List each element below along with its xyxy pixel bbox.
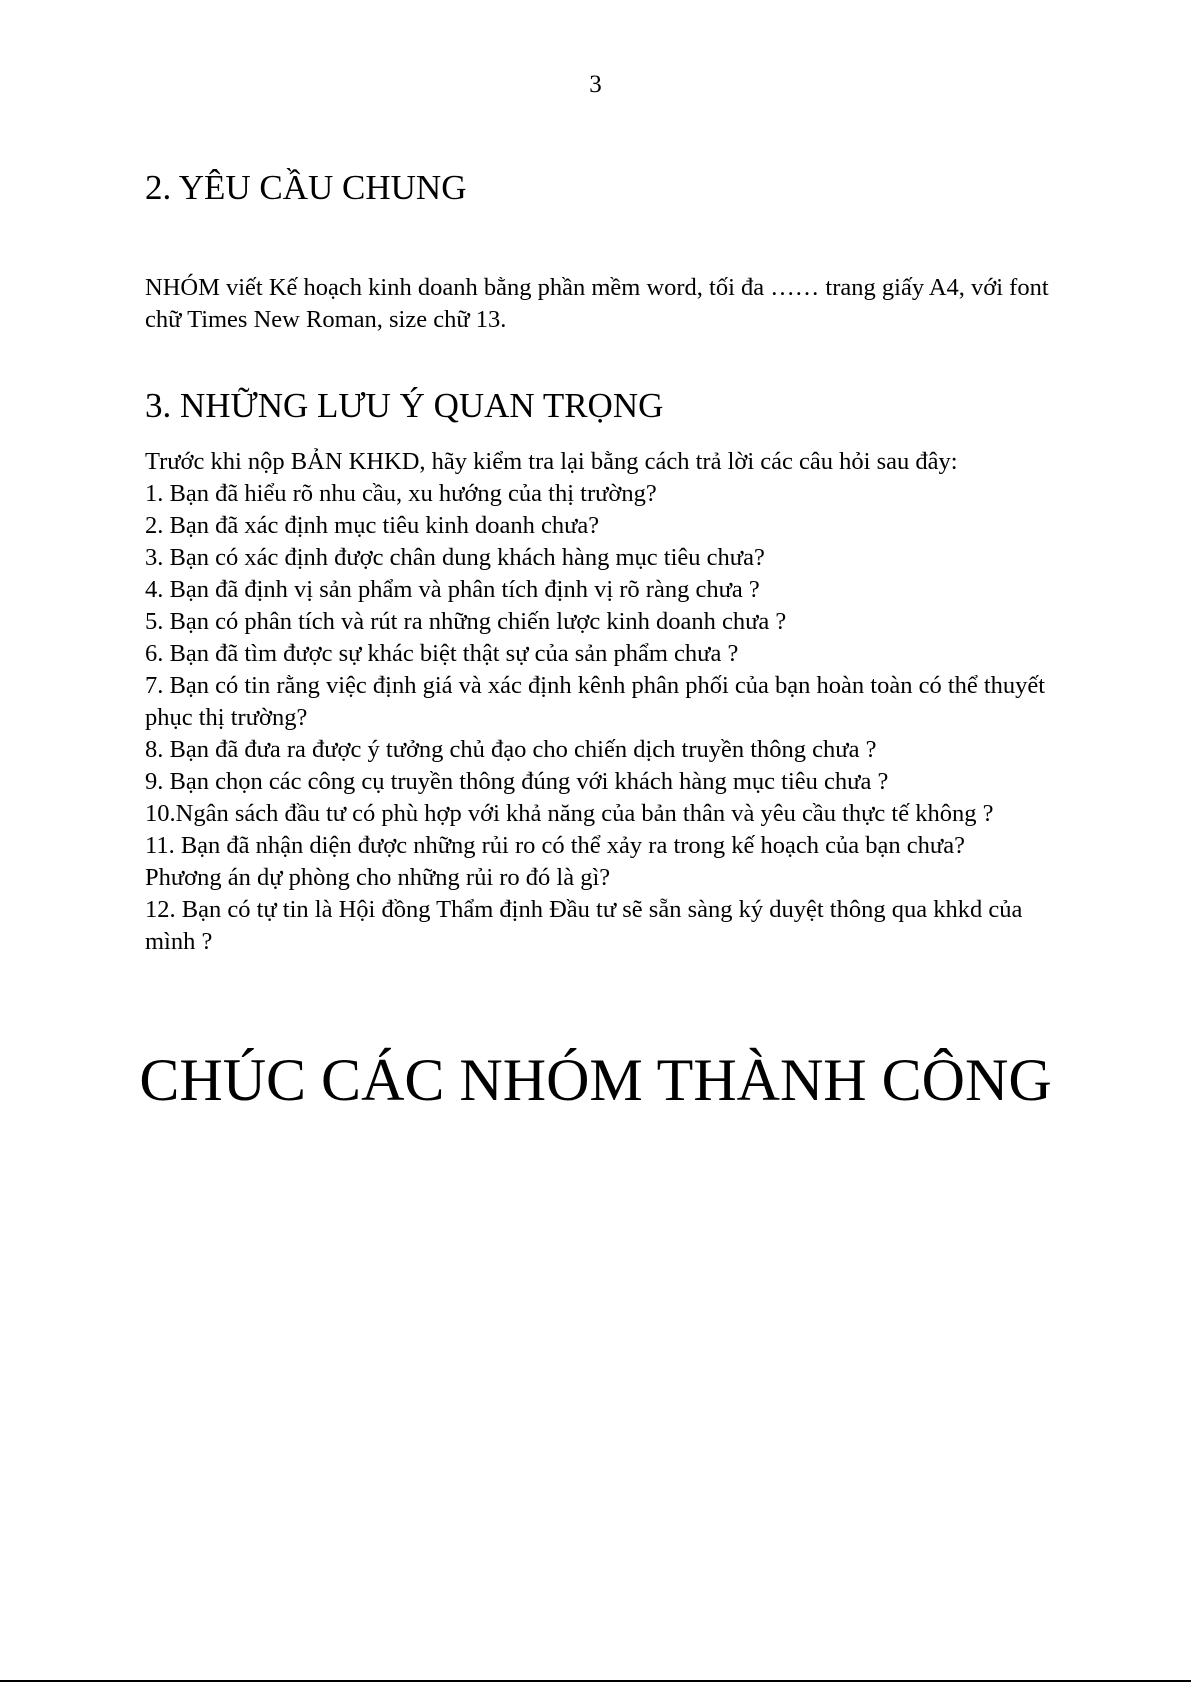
section-3-intro: Trước khi nộp BẢN KHKD, hãy kiểm tra lại bằng cách trả lời các câu hỏi sau đây: [145,448,958,475]
page-number: 3 [589,71,602,98]
question-item: 8. Bạn đã đưa ra được ý tưởng chủ đạo cho chiến dịch truyền thông chưa ? [145,736,877,763]
section-2-heading: 2. YÊU CẦU CHUNG [145,168,467,207]
question-item: 10.Ngân sách đầu tư có phù hợp với khả năng của bản thân và yêu cầu thực tế không ? [145,800,994,827]
question-item: 3. Bạn có xác định được chân dung khách hàng mục tiêu chưa? [145,544,765,571]
question-item: 11. Bạn đã nhận diện được những rủi ro có thể xảy ra trong kế hoạch của bạn chưa? Phương án dự phòng cho những rủi ro đó là gì? [145,832,965,891]
question-item: 12. Bạn có tự tin là Hội đồng Thẩm định Đầu tư sẽ sẵn sàng ký duyệt thông qua khkd của mình ? [145,896,1029,955]
question-item: 4. Bạn đã định vị sản phẩm và phân tích định vị rõ ràng chưa ? [145,576,760,603]
page-bottom-rule [0,1680,1191,1682]
closing-message: CHÚC CÁC NHÓM THÀNH CÔNG [139,1047,1052,1113]
question-item: 1. Bạn đã hiểu rõ nhu cầu, xu hướng của thị trường? [145,480,657,507]
question-item: 7. Bạn có tin rằng việc định giá và xác định kênh phân phối của bạn hoàn toàn có thể thuyết phục thị trường? [145,672,1046,731]
question-item: 5. Bạn có phân tích và rút ra những chiến lược kinh doanh chưa ? [145,608,787,635]
section-3-heading: 3. NHỮNG LƯU Ý QUAN TRỌNG [145,386,664,425]
section-2-body: NHÓM viết Kế hoạch kinh doanh bằng phần mềm word, tối đa …… trang giấy A4, với font chữ Times New Roman, size chữ 13. [145,274,1049,333]
question-item: 2. Bạn đã xác định mục tiêu kinh doanh chưa? [145,512,600,539]
question-list [145,478,1075,958]
question-item: 6. Bạn đã tìm được sự khác biệt thật sự của sản phẩm chưa ? [145,640,739,667]
question-item: 9. Bạn chọn các công cụ truyền thông đúng với khách hàng mục tiêu chưa ? [145,768,889,795]
